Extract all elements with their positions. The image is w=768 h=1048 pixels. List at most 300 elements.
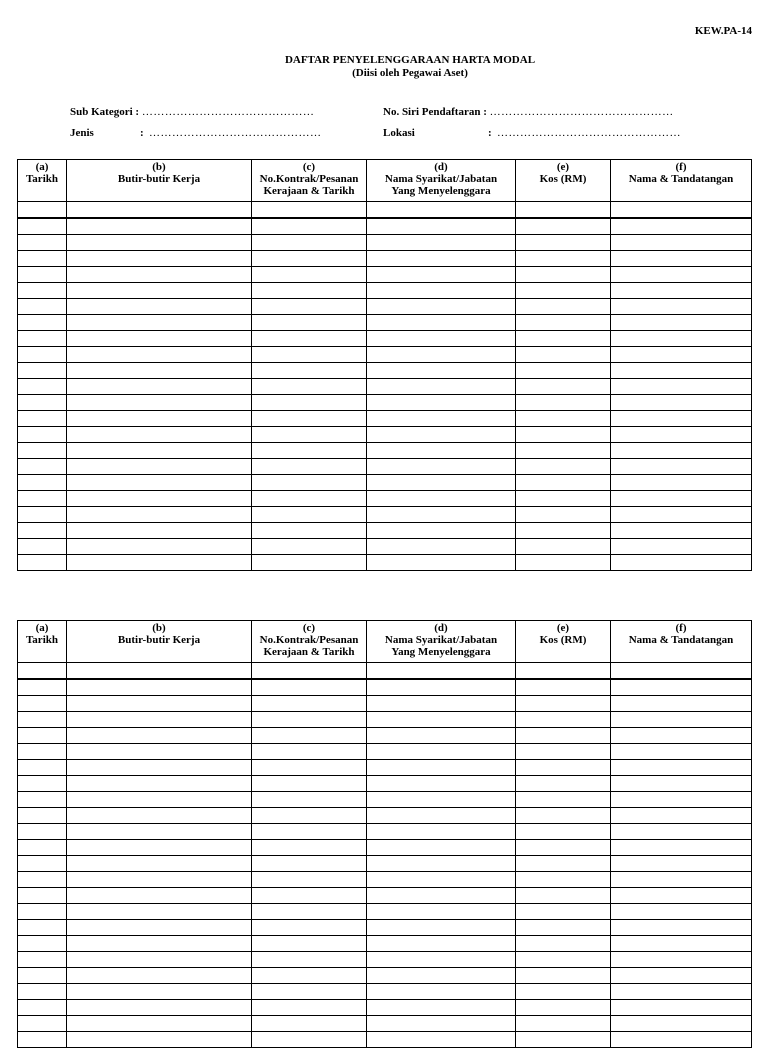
cell-no-kontrak[interactable] [252, 267, 367, 283]
cell-tarikh[interactable] [18, 491, 67, 507]
cell-kos[interactable] [516, 840, 611, 856]
cell-kos[interactable] [516, 968, 611, 984]
cell-nama-syarikat[interactable] [367, 507, 516, 523]
cell-nama-syarikat[interactable] [367, 331, 516, 347]
cell-nama-tandatangan[interactable] [611, 792, 752, 808]
cell-no-kontrak[interactable] [252, 507, 367, 523]
cell-butir-kerja[interactable] [67, 856, 252, 872]
cell-nama-syarikat[interactable] [367, 728, 516, 744]
cell-butir-kerja[interactable] [67, 760, 252, 776]
cell-butir-kerja[interactable] [67, 840, 252, 856]
cell-kos[interactable] [516, 1032, 611, 1048]
cell-butir-kerja[interactable] [67, 539, 252, 555]
table-row [18, 427, 752, 443]
cell-no-kontrak[interactable] [252, 792, 367, 808]
cell-butir-kerja[interactable] [67, 443, 252, 459]
cell-nama-tandatangan[interactable] [611, 299, 752, 315]
cell-nama-tandatangan[interactable] [611, 427, 752, 443]
cell-tarikh[interactable] [18, 968, 67, 984]
cell-kos[interactable] [516, 299, 611, 315]
cell-butir-kerja[interactable] [67, 347, 252, 363]
cell-nama-tandatangan[interactable] [611, 936, 752, 952]
table-row [18, 347, 752, 363]
cell-nama-syarikat[interactable] [367, 920, 516, 936]
cell-nama-tandatangan[interactable] [611, 904, 752, 920]
cell-nama-tandatangan[interactable] [611, 856, 752, 872]
cell-tarikh[interactable] [18, 952, 67, 968]
cell-kos[interactable] [516, 218, 611, 235]
cell-kos[interactable] [516, 824, 611, 840]
cell-kos[interactable] [516, 888, 611, 904]
cell-tarikh[interactable] [18, 379, 67, 395]
lokasi-dots[interactable]: ………………………………………… [497, 127, 681, 139]
cell-kos[interactable] [516, 523, 611, 539]
cell-kos[interactable] [516, 728, 611, 744]
cell-nama-tandatangan[interactable] [611, 523, 752, 539]
cell-kos[interactable] [516, 936, 611, 952]
cell-nama-tandatangan[interactable] [611, 1032, 752, 1048]
cell-no-kontrak[interactable] [252, 808, 367, 824]
cell-butir-kerja[interactable] [67, 411, 252, 427]
cell-kos[interactable] [516, 663, 611, 680]
cell-kos[interactable] [516, 984, 611, 1000]
cell-butir-kerja[interactable] [67, 1000, 252, 1016]
cell-no-kontrak[interactable] [252, 920, 367, 936]
cell-no-kontrak[interactable] [252, 824, 367, 840]
cell-no-kontrak[interactable] [252, 663, 367, 680]
cell-butir-kerja[interactable] [67, 824, 252, 840]
cell-butir-kerja[interactable] [67, 427, 252, 443]
cell-kos[interactable] [516, 539, 611, 555]
cell-butir-kerja[interactable] [67, 331, 252, 347]
cell-tarikh[interactable] [18, 475, 67, 491]
cell-nama-syarikat[interactable] [367, 251, 516, 267]
cell-nama-syarikat[interactable] [367, 663, 516, 680]
cell-nama-syarikat[interactable] [367, 776, 516, 792]
cell-nama-syarikat[interactable] [367, 696, 516, 712]
cell-nama-tandatangan[interactable] [611, 872, 752, 888]
cell-no-kontrak[interactable] [252, 491, 367, 507]
no-siri-label: No. Siri Pendaftaran : [383, 106, 487, 118]
cell-nama-tandatangan[interactable] [611, 824, 752, 840]
cell-no-kontrak[interactable] [252, 299, 367, 315]
cell-tarikh[interactable] [18, 251, 67, 267]
cell-nama-tandatangan[interactable] [611, 267, 752, 283]
cell-kos[interactable] [516, 347, 611, 363]
cell-no-kontrak[interactable] [252, 363, 367, 379]
cell-butir-kerja[interactable] [67, 491, 252, 507]
lokasi-label: Lokasi [383, 127, 415, 139]
cell-kos[interactable] [516, 904, 611, 920]
cell-nama-syarikat[interactable] [367, 443, 516, 459]
cell-butir-kerja[interactable] [67, 555, 252, 571]
cell-nama-tandatangan[interactable] [611, 840, 752, 856]
cell-nama-syarikat[interactable] [367, 712, 516, 728]
table-row [18, 760, 752, 776]
cell-kos[interactable] [516, 744, 611, 760]
cell-no-kontrak[interactable] [252, 523, 367, 539]
cell-kos[interactable] [516, 459, 611, 475]
cell-nama-tandatangan[interactable] [611, 728, 752, 744]
cell-butir-kerja[interactable] [67, 936, 252, 952]
cell-no-kontrak[interactable] [252, 251, 367, 267]
cell-no-kontrak[interactable] [252, 840, 367, 856]
cell-butir-kerja[interactable] [67, 395, 252, 411]
cell-butir-kerja[interactable] [67, 792, 252, 808]
cell-nama-tandatangan[interactable] [611, 696, 752, 712]
cell-nama-syarikat[interactable] [367, 427, 516, 443]
cell-nama-tandatangan[interactable] [611, 459, 752, 475]
cell-no-kontrak[interactable] [252, 411, 367, 427]
cell-no-kontrak[interactable] [252, 347, 367, 363]
cell-no-kontrak[interactable] [252, 235, 367, 251]
cell-kos[interactable] [516, 507, 611, 523]
cell-tarikh[interactable] [18, 920, 67, 936]
cell-tarikh[interactable] [18, 728, 67, 744]
cell-nama-tandatangan[interactable] [611, 744, 752, 760]
cell-nama-syarikat[interactable] [367, 379, 516, 395]
cell-kos[interactable] [516, 363, 611, 379]
cell-butir-kerja[interactable] [67, 1032, 252, 1048]
cell-kos[interactable] [516, 808, 611, 824]
cell-butir-kerja[interactable] [67, 696, 252, 712]
cell-tarikh[interactable] [18, 267, 67, 283]
cell-kos[interactable] [516, 235, 611, 251]
cell-no-kontrak[interactable] [252, 968, 367, 984]
cell-no-kontrak[interactable] [252, 712, 367, 728]
cell-tarikh[interactable] [18, 904, 67, 920]
cell-butir-kerja[interactable] [67, 267, 252, 283]
cell-kos[interactable] [516, 760, 611, 776]
cell-no-kontrak[interactable] [252, 1032, 367, 1048]
cell-nama-tandatangan[interactable] [611, 283, 752, 299]
cell-tarikh[interactable] [18, 411, 67, 427]
cell-butir-kerja[interactable] [67, 904, 252, 920]
cell-kos[interactable] [516, 792, 611, 808]
cell-butir-kerja[interactable] [67, 235, 252, 251]
cell-nama-syarikat[interactable] [367, 491, 516, 507]
cell-nama-syarikat[interactable] [367, 475, 516, 491]
cell-nama-syarikat[interactable] [367, 840, 516, 856]
cell-butir-kerja[interactable] [67, 507, 252, 523]
cell-butir-kerja[interactable] [67, 283, 252, 299]
cell-butir-kerja[interactable] [67, 663, 252, 680]
cell-butir-kerja[interactable] [67, 251, 252, 267]
cell-kos[interactable] [516, 491, 611, 507]
cell-tarikh[interactable] [18, 299, 67, 315]
cell-tarikh[interactable] [18, 347, 67, 363]
cell-tarikh[interactable] [18, 712, 67, 728]
cell-tarikh[interactable] [18, 856, 67, 872]
cell-kos[interactable] [516, 475, 611, 491]
cell-butir-kerja[interactable] [67, 523, 252, 539]
cell-butir-kerja[interactable] [67, 872, 252, 888]
cell-kos[interactable] [516, 395, 611, 411]
cell-no-kontrak[interactable] [252, 1000, 367, 1016]
cell-nama-syarikat[interactable] [367, 267, 516, 283]
cell-butir-kerja[interactable] [67, 315, 252, 331]
cell-nama-syarikat[interactable] [367, 523, 516, 539]
cell-tarikh[interactable] [18, 235, 67, 251]
cell-nama-tandatangan[interactable] [611, 379, 752, 395]
cell-butir-kerja[interactable] [67, 379, 252, 395]
cell-no-kontrak[interactable] [252, 379, 367, 395]
cell-tarikh[interactable] [18, 331, 67, 347]
cell-nama-syarikat[interactable] [367, 904, 516, 920]
cell-tarikh[interactable] [18, 202, 67, 219]
cell-tarikh[interactable] [18, 459, 67, 475]
cell-nama-tandatangan[interactable] [611, 712, 752, 728]
cell-nama-syarikat[interactable] [367, 952, 516, 968]
cell-butir-kerja[interactable] [67, 679, 252, 696]
cell-no-kontrak[interactable] [252, 760, 367, 776]
table-row [18, 299, 752, 315]
cell-butir-kerja[interactable] [67, 920, 252, 936]
cell-nama-tandatangan[interactable] [611, 984, 752, 1000]
cell-nama-tandatangan[interactable] [611, 555, 752, 571]
cell-butir-kerja[interactable] [67, 459, 252, 475]
cell-kos[interactable] [516, 202, 611, 219]
cell-tarikh[interactable] [18, 888, 67, 904]
cell-nama-syarikat[interactable] [367, 555, 516, 571]
table-row [18, 712, 752, 728]
cell-butir-kerja[interactable] [67, 952, 252, 968]
cell-nama-tandatangan[interactable] [611, 888, 752, 904]
cell-butir-kerja[interactable] [67, 968, 252, 984]
cell-kos[interactable] [516, 251, 611, 267]
cell-nama-syarikat[interactable] [367, 315, 516, 331]
cell-tarikh[interactable] [18, 792, 67, 808]
cell-tarikh[interactable] [18, 315, 67, 331]
cell-nama-syarikat[interactable] [367, 679, 516, 696]
cell-tarikh[interactable] [18, 744, 67, 760]
cell-nama-tandatangan[interactable] [611, 202, 752, 219]
cell-tarikh[interactable] [18, 776, 67, 792]
cell-tarikh[interactable] [18, 523, 67, 539]
cell-nama-syarikat[interactable] [367, 792, 516, 808]
cell-butir-kerja[interactable] [67, 776, 252, 792]
cell-nama-tandatangan[interactable] [611, 507, 752, 523]
cell-butir-kerja[interactable] [67, 475, 252, 491]
table-row [18, 539, 752, 555]
cell-tarikh[interactable] [18, 427, 67, 443]
cell-nama-syarikat[interactable] [367, 1032, 516, 1048]
cell-no-kontrak[interactable] [252, 776, 367, 792]
cell-no-kontrak[interactable] [252, 202, 367, 219]
cell-nama-syarikat[interactable] [367, 824, 516, 840]
cell-nama-syarikat[interactable] [367, 299, 516, 315]
cell-nama-tandatangan[interactable] [611, 411, 752, 427]
cell-tarikh[interactable] [18, 218, 67, 235]
cell-tarikh[interactable] [18, 1000, 67, 1016]
cell-tarikh[interactable] [18, 663, 67, 680]
cell-butir-kerja[interactable] [67, 218, 252, 235]
cell-no-kontrak[interactable] [252, 283, 367, 299]
cell-kos[interactable] [516, 872, 611, 888]
cell-butir-kerja[interactable] [67, 728, 252, 744]
cell-butir-kerja[interactable] [67, 888, 252, 904]
cell-kos[interactable] [516, 712, 611, 728]
cell-nama-tandatangan[interactable] [611, 395, 752, 411]
cell-nama-tandatangan[interactable] [611, 952, 752, 968]
cell-nama-syarikat[interactable] [367, 411, 516, 427]
cell-nama-syarikat[interactable] [367, 1000, 516, 1016]
cell-no-kontrak[interactable] [252, 904, 367, 920]
maintenance-table-1 [17, 159, 752, 571]
cell-nama-syarikat[interactable] [367, 936, 516, 952]
cell-kos[interactable] [516, 411, 611, 427]
cell-no-kontrak[interactable] [252, 728, 367, 744]
cell-nama-syarikat[interactable] [367, 744, 516, 760]
cell-no-kontrak[interactable] [252, 315, 367, 331]
cell-nama-syarikat[interactable] [367, 856, 516, 872]
cell-nama-tandatangan[interactable] [611, 539, 752, 555]
cell-kos[interactable] [516, 1000, 611, 1016]
cell-tarikh[interactable] [18, 984, 67, 1000]
cell-kos[interactable] [516, 776, 611, 792]
cell-tarikh[interactable] [18, 555, 67, 571]
cell-kos[interactable] [516, 283, 611, 299]
cell-butir-kerja[interactable] [67, 808, 252, 824]
cell-nama-tandatangan[interactable] [611, 1000, 752, 1016]
cell-kos[interactable] [516, 952, 611, 968]
cell-nama-syarikat[interactable] [367, 459, 516, 475]
cell-no-kontrak[interactable] [252, 443, 367, 459]
cell-kos[interactable] [516, 920, 611, 936]
cell-nama-syarikat[interactable] [367, 539, 516, 555]
cell-tarikh[interactable] [18, 840, 67, 856]
cell-butir-kerja[interactable] [67, 299, 252, 315]
cell-no-kontrak[interactable] [252, 539, 367, 555]
cell-nama-tandatangan[interactable] [611, 235, 752, 251]
cell-nama-tandatangan[interactable] [611, 968, 752, 984]
cell-tarikh[interactable] [18, 539, 67, 555]
cell-nama-tandatangan[interactable] [611, 663, 752, 680]
cell-tarikh[interactable] [18, 696, 67, 712]
cell-kos[interactable] [516, 315, 611, 331]
cell-tarikh[interactable] [18, 808, 67, 824]
cell-kos[interactable] [516, 379, 611, 395]
cell-nama-tandatangan[interactable] [611, 347, 752, 363]
cell-nama-tandatangan[interactable] [611, 760, 752, 776]
cell-no-kontrak[interactable] [252, 427, 367, 443]
cell-no-kontrak[interactable] [252, 555, 367, 571]
cell-no-kontrak[interactable] [252, 744, 367, 760]
cell-no-kontrak[interactable] [252, 218, 367, 235]
cell-tarikh[interactable] [18, 395, 67, 411]
cell-tarikh[interactable] [18, 1032, 67, 1048]
cell-nama-tandatangan[interactable] [611, 331, 752, 347]
table-row [18, 776, 752, 792]
table-row [18, 251, 752, 267]
cell-kos[interactable] [516, 443, 611, 459]
cell-no-kontrak[interactable] [252, 459, 367, 475]
sub-kategori-dots[interactable]: ……………………………………… [141, 106, 315, 118]
cell-nama-syarikat[interactable] [367, 202, 516, 219]
cell-nama-tandatangan[interactable] [611, 475, 752, 491]
no-siri-dots[interactable]: ………………………………………… [489, 106, 674, 118]
cell-tarikh[interactable] [18, 824, 67, 840]
cell-nama-syarikat[interactable] [367, 347, 516, 363]
cell-nama-tandatangan[interactable] [611, 679, 752, 696]
cell-kos[interactable] [516, 331, 611, 347]
cell-butir-kerja[interactable] [67, 984, 252, 1000]
cell-nama-syarikat[interactable] [367, 218, 516, 235]
cell-kos[interactable] [516, 555, 611, 571]
cell-nama-syarikat[interactable] [367, 363, 516, 379]
cell-nama-tandatangan[interactable] [611, 920, 752, 936]
cell-nama-syarikat[interactable] [367, 395, 516, 411]
cell-tarikh[interactable] [18, 760, 67, 776]
cell-nama-tandatangan[interactable] [611, 776, 752, 792]
cell-no-kontrak[interactable] [252, 872, 367, 888]
form-subtitle: (Diisi oleh Pegawai Aset) [352, 67, 468, 79]
cell-no-kontrak[interactable] [252, 888, 367, 904]
jenis-dots[interactable]: ……………………………………… [149, 127, 322, 139]
cell-nama-tandatangan[interactable] [611, 315, 752, 331]
cell-nama-syarikat[interactable] [367, 968, 516, 984]
cell-butir-kerja[interactable] [67, 363, 252, 379]
cell-nama-tandatangan[interactable] [611, 808, 752, 824]
cell-kos[interactable] [516, 267, 611, 283]
cell-no-kontrak[interactable] [252, 984, 367, 1000]
jenis-colon: : [140, 127, 144, 139]
cell-kos[interactable] [516, 856, 611, 872]
cell-no-kontrak[interactable] [252, 395, 367, 411]
cell-kos[interactable] [516, 696, 611, 712]
cell-kos[interactable] [516, 679, 611, 696]
cell-no-kontrak[interactable] [252, 475, 367, 491]
table-row [18, 507, 752, 523]
cell-nama-tandatangan[interactable] [611, 491, 752, 507]
cell-nama-syarikat[interactable] [367, 235, 516, 251]
cell-nama-syarikat[interactable] [367, 888, 516, 904]
cell-tarikh[interactable] [18, 283, 67, 299]
cell-nama-tandatangan[interactable] [611, 218, 752, 235]
cell-nama-syarikat[interactable] [367, 808, 516, 824]
cell-nama-syarikat[interactable] [367, 872, 516, 888]
table-row [18, 523, 752, 539]
cell-butir-kerja[interactable] [67, 712, 252, 728]
cell-nama-syarikat[interactable] [367, 760, 516, 776]
cell-nama-tandatangan[interactable] [611, 363, 752, 379]
table-row [18, 808, 752, 824]
cell-nama-tandatangan[interactable] [611, 443, 752, 459]
column-header-a: (a) Tarikh [18, 160, 67, 202]
cell-nama-syarikat[interactable] [367, 984, 516, 1000]
cell-no-kontrak[interactable] [252, 696, 367, 712]
cell-nama-tandatangan[interactable] [611, 251, 752, 267]
cell-no-kontrak[interactable] [252, 856, 367, 872]
cell-no-kontrak[interactable] [252, 936, 367, 952]
cell-tarikh[interactable] [18, 363, 67, 379]
column-header-b: (b) Butir-butir Kerja [67, 160, 252, 202]
cell-no-kontrak[interactable] [252, 952, 367, 968]
cell-tarikh[interactable] [18, 507, 67, 523]
cell-no-kontrak[interactable] [252, 331, 367, 347]
cell-tarikh[interactable] [18, 872, 67, 888]
cell-no-kontrak[interactable] [252, 679, 367, 696]
cell-kos[interactable] [516, 427, 611, 443]
sub-kategori-label: Sub Kategori : [70, 106, 140, 118]
cell-butir-kerja[interactable] [67, 744, 252, 760]
cell-tarikh[interactable] [18, 936, 67, 952]
cell-butir-kerja[interactable] [67, 202, 252, 219]
cell-tarikh[interactable] [18, 443, 67, 459]
cell-tarikh[interactable] [18, 679, 67, 696]
sub-kategori-field [70, 106, 314, 118]
cell-nama-syarikat[interactable] [367, 283, 516, 299]
